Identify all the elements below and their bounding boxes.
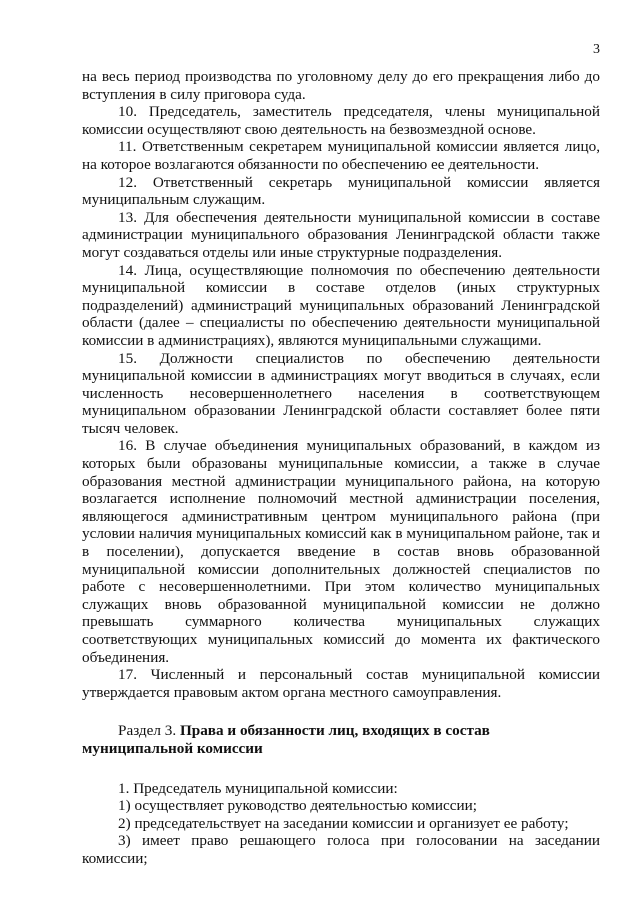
paragraph-item-12: 12. Ответственный секретарь муниципальной комиссии является муниципальным служащим. [82, 173, 600, 209]
paragraph-item-16: 16. В случае объединения муниципальных образований, в каждом из которых были образованы муниципальные комиссии, а также в случае образования местной администрации муниципального района, на которую возлагается исполнение полномочий местной администрации поселения, являющегося административным центром муниципального района (при условии наличия муниципальных комиссий как в муниципальном районе, так и в поселении), допускается введение в состав вновь образованной муниципальной комиссии дополнительных должностей специалистов по работе с несовершеннолетними. При этом количество муниципальных служащих вновь образованной муниципальной комиссии не должно превышать суммарного количества муниципальных служащих соответствующих муниципальных комиссий до момента их фактического объединения. [82, 437, 600, 666]
document-body [82, 68, 600, 868]
section-heading [82, 722, 600, 757]
section-title: Права и обязанности лиц, входящих в состав муниципальной комиссии [82, 722, 490, 757]
paragraph-item-10: 10. Председатель, заместитель председателя, члены муниципальной комиссии осуществляют свою деятельность на безвозмездной основе. [82, 103, 600, 138]
list-item-1: 1) осуществляет руководство деятельностью комиссии; [118, 797, 477, 815]
paragraph-item-17: 17. Численный и персональный состав муниципальной комиссии утверждается правовым актом органа местного самоуправления. [82, 666, 600, 701]
paragraph-item-14: 14. Лица, осуществляющие полномочия по обеспечению деятельности муниципальной комиссии в составе отделов (иных структурных подразделений) администраций муниципальных образований Ленинградской области (далее – специалисты по обеспечению деятельности муниципальной комиссии в администрациях), являются муниципальными служащими. [82, 261, 600, 349]
paragraph-item-11: 11. Ответственным секретарем муниципальной комиссии является лицо, на которое возлагаются обязанности по обеспечению ее деятельности. [82, 138, 600, 173]
section-prefix: Раздел 3. [118, 722, 180, 740]
paragraph-item-15: 15. Должности специалистов по обеспечению деятельности муниципальной комиссии в администрациях могут вводиться в случаях, если численность несовершеннолетнего населения в соответствующем муниципальном образовании Ленинградской области составляет более пяти тысяч человек. [82, 349, 600, 437]
paragraph-continuation: на весь период производства по уголовному делу до его прекращения либо до вступления в силу приговора суда. [82, 68, 600, 103]
paragraph-item-13: 13. Для обеспечения деятельности муниципальной комиссии в составе администрации муниципального образования Ленинградской области также могут создаваться отделы или иные структурные подразделения. [82, 208, 600, 261]
list-item-2: 2) председательствует на заседании комиссии и организует ее работу; [118, 814, 569, 832]
list-item-chairman: 1. Председатель муниципальной комиссии: [118, 779, 398, 797]
page-number: 3 [593, 42, 600, 57]
list-item-3: 3) имеет право решающего голоса при голосовании на заседании комиссии; [82, 832, 600, 867]
